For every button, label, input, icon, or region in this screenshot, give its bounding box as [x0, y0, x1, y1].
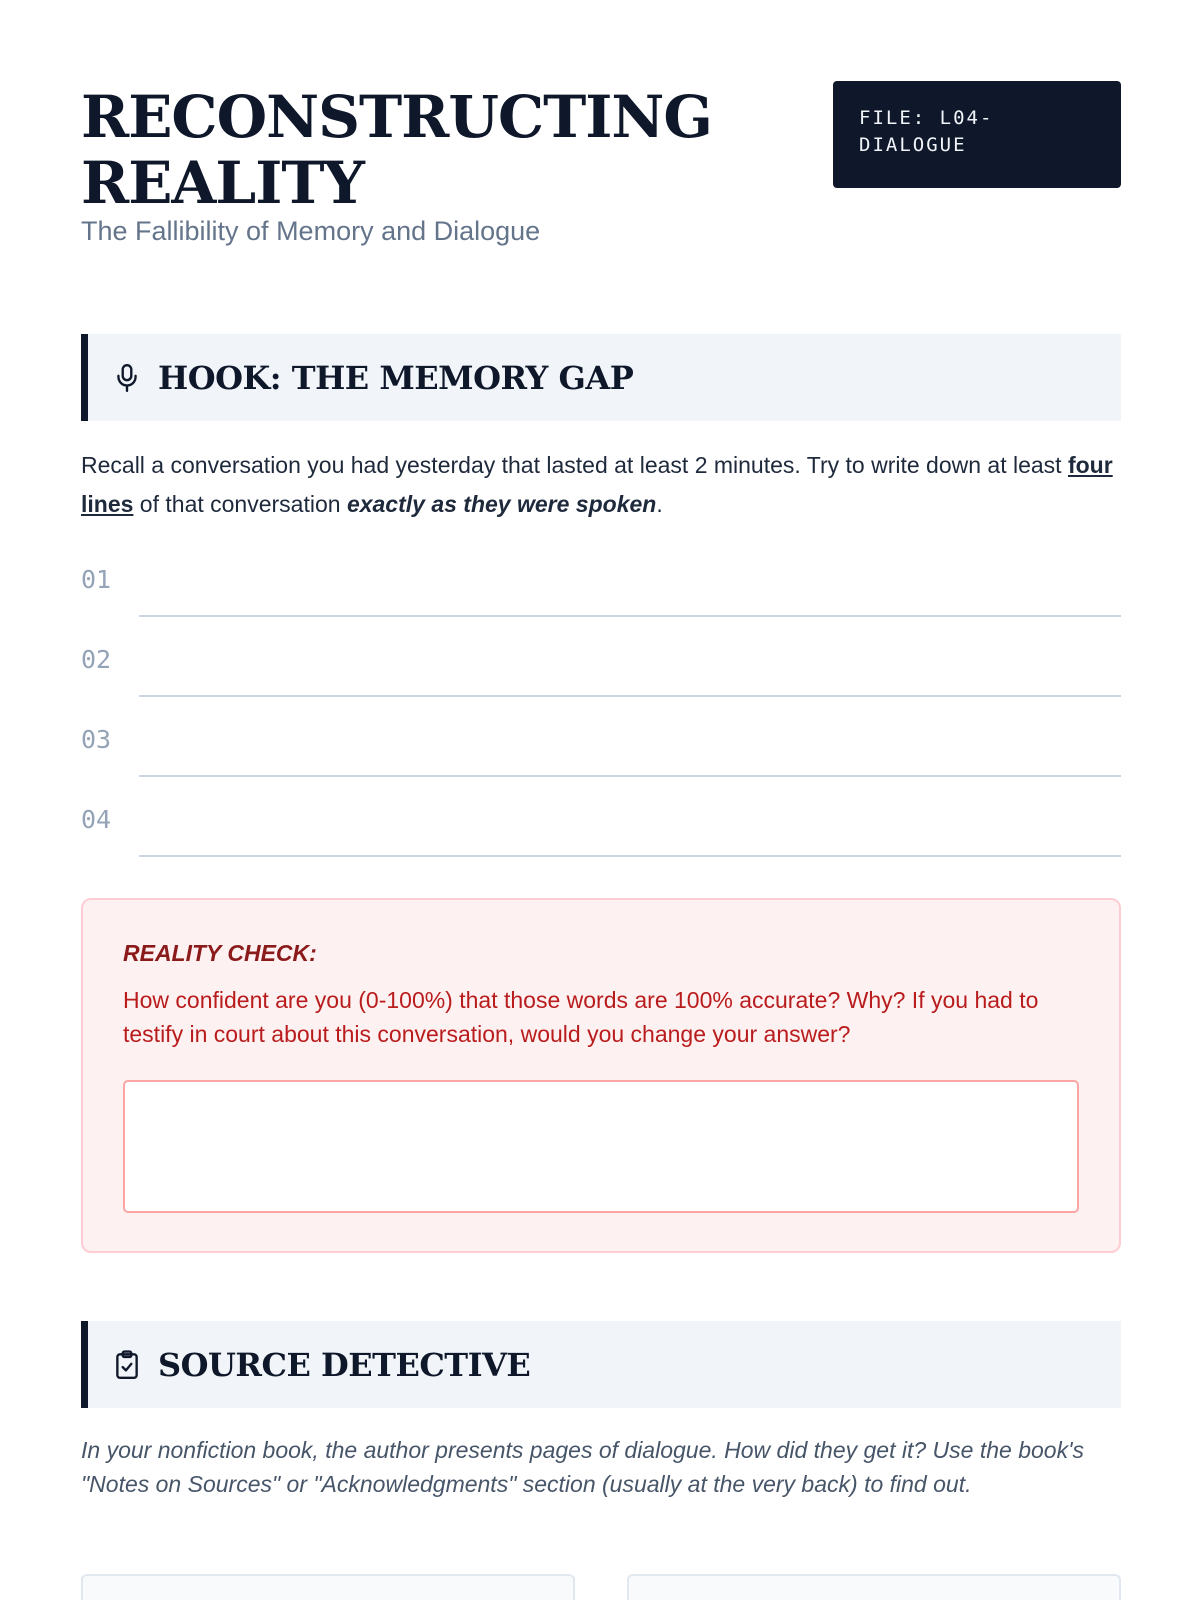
section-title: SOURCE DETECTIVE — [158, 1345, 531, 1384]
clipboard-check-icon — [112, 1350, 142, 1380]
reality-check-question: How confident are you (0-100%) that those words are 100% accurate? Why? If you had to testify in court about this conversation, would you change your answer? — [123, 987, 1039, 1047]
answer-line[interactable] — [81, 557, 1121, 617]
prompt-emphasis: exactly as they were spoken — [346, 491, 657, 517]
answer-card[interactable] — [81, 1574, 575, 1600]
prompt-text: of that conversation — [133, 491, 347, 517]
worksheet-header — [81, 84, 1121, 254]
line-number: 04 — [81, 805, 112, 834]
page-subtitle: The Fallibility of Memory and Dialogue — [81, 216, 541, 246]
microphone-icon — [112, 363, 142, 393]
source-detective-prompt: In your nonfiction book, the author presents pages of dialogue. How did they get it? Use the book's "Notes on Sources" or "Acknowledgments" section (usually at the very back) to find out. — [81, 1437, 1084, 1497]
line-number: 02 — [81, 645, 112, 674]
line-number: 03 — [81, 725, 112, 754]
file-badge: FILE: L04-DIALOGUE — [833, 81, 1121, 188]
hook-prompt — [81, 446, 1121, 524]
line-number: 01 — [81, 565, 112, 594]
writing-rule — [139, 695, 1121, 697]
writing-rule — [139, 615, 1121, 617]
prompt-underline: four lines — [81, 452, 1113, 517]
reality-check-title: REALITY CHECK: — [123, 940, 317, 966]
answer-card[interactable] — [627, 1574, 1121, 1600]
section-title: HOOK: THE MEMORY GAP — [158, 358, 634, 397]
prompt-text: Recall a conversation you had yesterday that lasted at least 2 minutes. Try to write down at least — [81, 452, 1068, 478]
writing-rule — [139, 855, 1121, 857]
prompt-text: . — [656, 491, 663, 517]
writing-rule — [139, 775, 1121, 777]
section-header-source-detective — [81, 1321, 1121, 1408]
answer-line[interactable] — [81, 717, 1121, 777]
reality-check-answer-field[interactable] — [123, 1080, 1079, 1213]
answer-line[interactable] — [81, 637, 1121, 697]
section-header-hook — [81, 334, 1121, 421]
worksheet-page — [81, 0, 1121, 1600]
answer-line[interactable] — [81, 797, 1121, 857]
reality-check-box — [81, 898, 1121, 1253]
page-title: RECONSTRUCTING REALITY — [81, 83, 712, 217]
